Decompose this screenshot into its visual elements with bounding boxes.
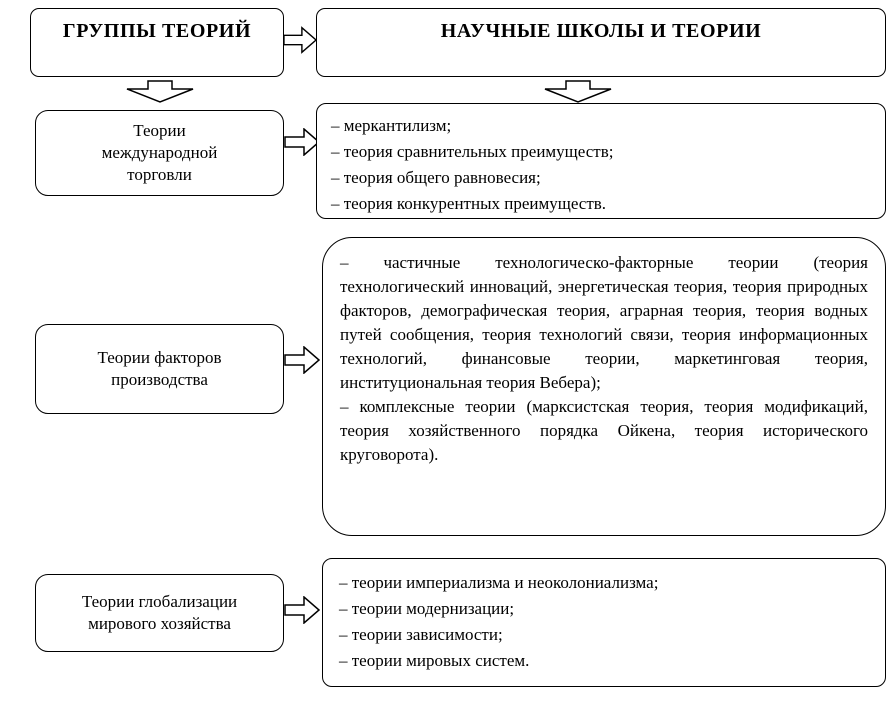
theory-list-item: – теории зависимости; bbox=[339, 625, 503, 644]
theory-paragraph: – комплексные теории (марксистская теория, теория модификаций, теория хозяйственного порядка Ойкена, теория исторического круговорота). bbox=[340, 397, 868, 464]
header-groups-box bbox=[30, 8, 284, 77]
group-label: Теории факторов производства bbox=[97, 348, 222, 389]
row2-right-arrow-icon bbox=[284, 346, 320, 374]
theory-list-item: – теория сравнительных преимуществ; bbox=[331, 142, 614, 161]
theory-list-item: – теория конкурентных преимуществ. bbox=[331, 194, 607, 213]
groups-down-arrow-icon bbox=[123, 80, 197, 103]
header-schools-box bbox=[316, 8, 886, 77]
theory-list-item: – теории мировых систем. bbox=[339, 651, 530, 670]
theory-list-item: – меркантилизм; bbox=[331, 116, 452, 135]
theory-paragraph: – частичные технологическо-факторные теории (теория технологический инноваций, энергетическая теория, теория природных факторов, демографическая теория, аграрная теория, теория водных путей сообщения, теория технологий связи, теория информационных технологий, финансовые теории, маркетинговая теория, институциональная теория Вебера); bbox=[340, 253, 868, 392]
group-box-globalization bbox=[35, 574, 284, 652]
theory-list-item: – теории модернизации; bbox=[339, 599, 515, 618]
theory-list-item: – теория общего равновесия; bbox=[331, 168, 541, 187]
detail-box-international-trade bbox=[316, 103, 886, 219]
row3-right-arrow-icon bbox=[284, 596, 320, 624]
header-groups-label: ГРУППЫ ТЕОРИЙ bbox=[62, 20, 252, 42]
group-label: Теории глобализации мирового хозяйства bbox=[81, 592, 238, 633]
header-schools-label: НАУЧНЫЕ ШКОЛЫ И ТЕОРИИ bbox=[440, 20, 762, 42]
row1-right-arrow-icon bbox=[284, 128, 320, 156]
detail-box-globalization bbox=[322, 558, 886, 687]
detail-box-production-factors bbox=[322, 237, 886, 536]
theory-list-item: – теории империализма и неоколониализма; bbox=[339, 573, 659, 592]
schools-down-arrow-icon bbox=[540, 80, 616, 103]
group-box-production-factors bbox=[35, 324, 284, 414]
group-label: Теории международной торговли bbox=[101, 121, 218, 184]
group-box-international-trade bbox=[35, 110, 284, 196]
header-right-arrow-icon bbox=[283, 26, 317, 54]
